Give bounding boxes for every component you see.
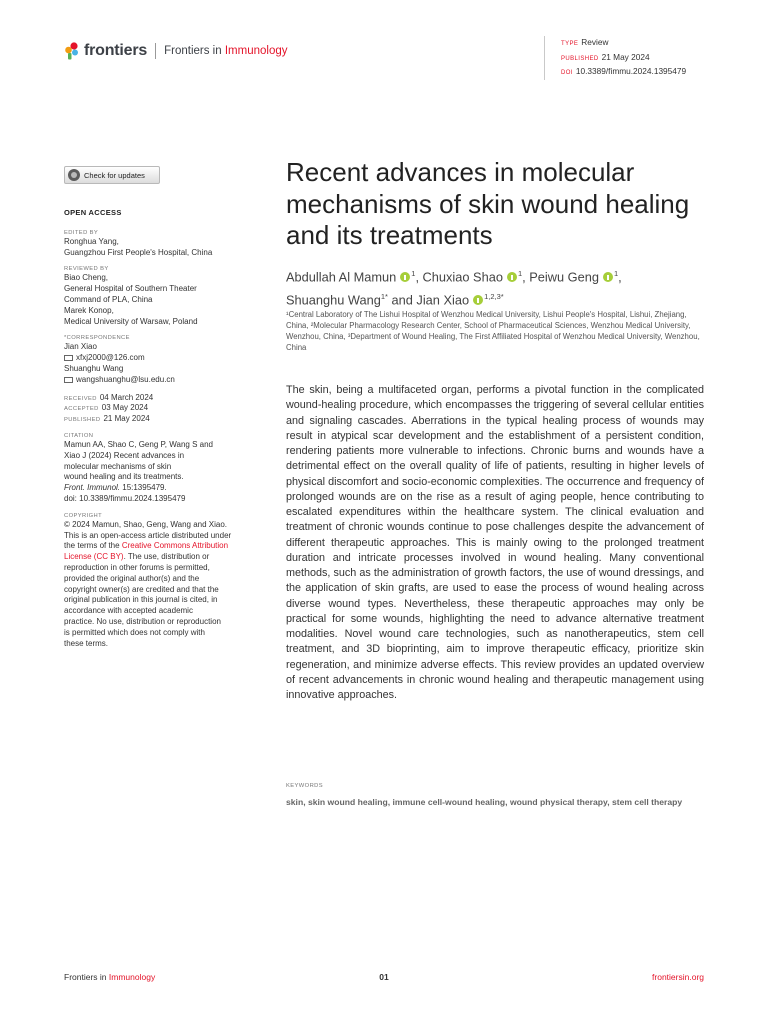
check-for-updates-button[interactable]: Check for updates (64, 166, 160, 184)
header-divider (155, 43, 156, 59)
article-doi: DOI 10.3389/fimmu.2024.1395479 (561, 66, 687, 76)
orcid-icon[interactable] (400, 272, 410, 282)
history-dates: RECEIVED 04 March 2024 ACCEPTED 03 May 2024 PUBLISHED 21 May 2024 (64, 392, 154, 424)
article-title: Recent advances in molecular mechanisms of skin wound healing and its treatments (286, 157, 690, 250)
page-number: 01 (379, 972, 389, 982)
keywords-label: KEYWORDS (286, 783, 324, 789)
email-link-2[interactable]: wangshuanghu@lsu.edu.cn (64, 375, 256, 386)
orcid-icon[interactable] (603, 272, 613, 282)
article-info-sidebar (64, 208, 256, 656)
author-list: Abdullah Al Mamun $^1$, Chuxiao Shao $^1$, Peiwu Geng $^1$, Shuanghu Wang$^{1*}$ and Jian Xiao $^{1,2,3*}$ (286, 269, 622, 308)
brand-name: frontiers (84, 42, 148, 59)
article-published: PUBLISHED 21 May 2024 (561, 51, 650, 62)
cc-license-link-2[interactable]: License (CC BY) (64, 552, 124, 562)
abstract-text: The skin, being a multifaceted organ, performs a pivotal function in the complicated wound-healing procedure, which encompasses the triggering of several cellular entities and signaling cascades. Aberrations in the typical healing process of wounds may result in atypical scar development and the establishment of a persistent condition, rendering patients more vulnerable to infections. Chronic burns and wounds have a detrimental effect on the overall quality of life of patients, resulting in higher levels of physical discomfort and socio-economic complexities. The occurrence and frequency of prolonged wounds are on the rise as a result of aging people, hence contributing to escalated expenditures within the healthcare system. The clinical evaluation and treatment of chronic wounds continue to pose challenges despite the advancement of different therapeutic approaches. This is mainly owing to the prolonged treatment duration and intricate processes involved in wound healing. Many conventional methods, such as the administration of growth factors, the use of wound dressings, and the application of skin grafts, are used to ease the process of wound healing across diverse wound types. Nevertheless, these therapeutic approaches may only be practical for some wounds, highlighting the need to advance alternative treatment modalities. Novel wound care technologies, such as nanotherapeutics, stem cell treatment, and 3D bioprinting, aim to improve therapeutic efficacy, prioritize skin regeneration, and minimize adverse effects. This review provides an updated overview of recent advancements in chronic wound healing and therapeutic management using innovative approaches. (286, 384, 704, 701)
reviewed-by: REVIEWED BY Biao Cheng, General Hospital of Southern Theater Command of PLA, China Marek Konop, Medical University of Warsaw, Poland (64, 266, 198, 326)
envelope-icon (64, 355, 73, 361)
cc-license-link[interactable]: Creative Commons Attribution (121, 541, 229, 551)
article-meta (544, 36, 686, 80)
keywords: skin, skin wound healing, immune cell-wound healing, wound physical therapy, stem cell therapy (286, 797, 683, 807)
frontiers-logo-icon (64, 42, 80, 60)
journal-name: Frontiers in Immunology (164, 45, 288, 57)
citation: CITATION Mamun AA, Shao C, Geng P, Wang S and Xiao J (2024) Recent advances in molecular mechanisms of skin wound healing and its treatments. Front. Immunol. 15:1395479. doi: 10.3389/fimmu.2024.1395479 (64, 432, 213, 503)
open-access-label: OPEN ACCESS (64, 208, 122, 217)
article-type: TYPE Review (561, 37, 609, 47)
copyright: COPYRIGHT © 2024 Mamun, Shao, Geng, Wang and Xiao. This is an open-access article distributed under the terms of the Creative Commons Attribution License (CC BY). The use, distribution or reproduction in other forums is permitted, provided the original author(s) and the copyright owner(s) are credited and that the original publication in this journal is cited, in accordance with accepted academic practice. No use, distribution or reproduction is permitted which does not comply with these terms. (64, 512, 232, 648)
orcid-icon[interactable] (473, 295, 483, 305)
crossmark-icon (68, 169, 80, 181)
frontiers-logo[interactable] (64, 42, 287, 60)
affiliations: ¹Central Laboratory of The Lishui Hospital of Wenzhou Medical University, Lishui People's Hospital, Lishui, Zhejiang, China, ²Molecular Pharmacology Research Center, School of Pharmaceutical Sciences, Wenzhou Medical University, Wenzhou, China, ³Department of Wound Healing, The First Affiliated Hospital of Wenzhou Medical University, Wenzhou, China (286, 310, 700, 352)
correspondence: *CORRESPONDENCE Jian Xiao xfxj2000@126.com Shuanghu Wang wangshuanghu@lsu.edu.cn (64, 334, 256, 385)
footer-journal: Frontiers in Immunology (64, 972, 156, 982)
edited-by: EDITED BY Ronghua Yang, Guangzhou First People's Hospital, China (64, 229, 213, 257)
footer-site-link[interactable]: frontiersin.org (652, 972, 704, 982)
orcid-icon[interactable] (507, 272, 517, 282)
envelope-icon (64, 377, 73, 383)
email-link-1[interactable]: xfxj2000@126.com (64, 353, 256, 364)
